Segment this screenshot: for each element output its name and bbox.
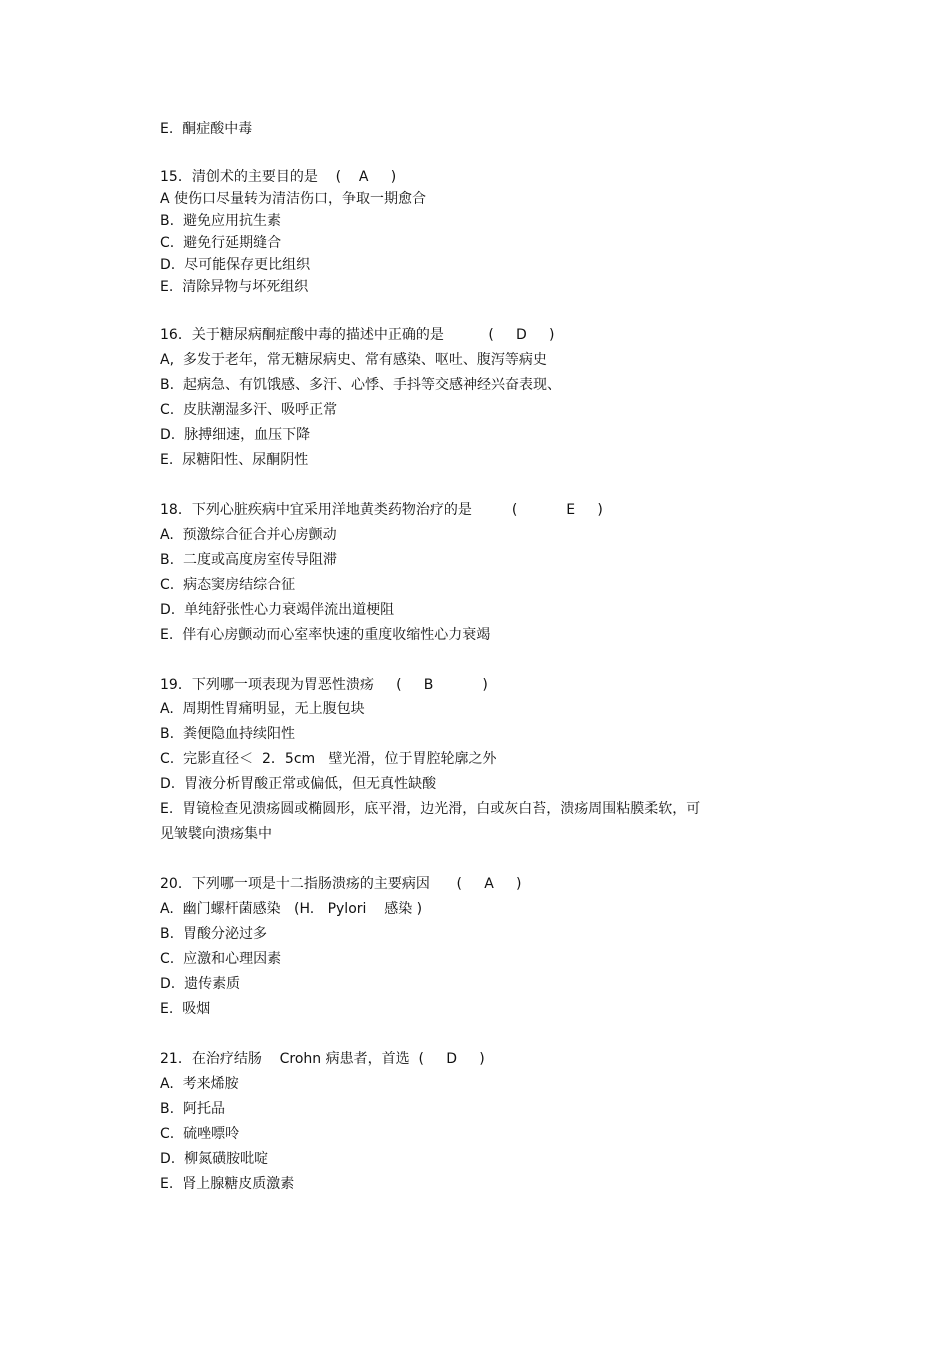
option-d: D. 遗传素质 <box>160 976 241 992</box>
option-c: C. 硫唑嘌呤 <box>160 1126 240 1142</box>
question-stem: 16．关于糖尿病酮症酸中毒的描述中正确的是 ( D ) <box>160 327 555 343</box>
question-stem: 18．下列心脏疾病中宜采用洋地黄类药物治疗的是 ( E ) <box>160 502 603 518</box>
question-stem: 15．清创术的主要目的是 ( A ) <box>160 169 397 185</box>
option-b: B. 起病急、有饥饿感、多汗、心悸、手抖等交感神经兴奋表现、 <box>160 377 561 393</box>
option-c: C. 病态窦房结综合征 <box>160 577 296 593</box>
option-c: C. 皮肤潮湿多汗、吸呼正常 <box>160 402 338 418</box>
option-e: E. 尿糖阳性、尿酮阴性 <box>160 452 309 468</box>
option-e: E. 清除异物与坏死组织 <box>160 279 309 295</box>
option-b: B. 阿托品 <box>160 1101 225 1117</box>
option-c: C. 应激和心理因素 <box>160 951 282 967</box>
option-e: E. 胃镜检查见溃疡圆或椭圆形，底平滑，边光滑，白或灰白苔，溃疡周围粘膜柔软，可 <box>160 801 701 817</box>
option-e: E. 伴有心房颤动而心室率快速的重度收缩性心力衰竭 <box>160 627 491 643</box>
option-e-continued: 见皱襞向溃疡集中 <box>160 826 272 842</box>
option-d: D. 单纯舒张性心力衰竭伴流出道梗阻 <box>160 602 395 618</box>
option-e: E. 肾上腺糖皮质激素 <box>160 1176 295 1192</box>
option-b: B. 胃酸分泌过多 <box>160 926 267 942</box>
option-b: B. 二度或高度房室传导阻滞 <box>160 552 337 568</box>
option-a: A. 幽门螺杆菌感染 (H. Pylori 感染 ) <box>160 901 423 917</box>
option-a: A. 预激综合征合并心房颤动 <box>160 527 337 543</box>
option-b: B. 避免应用抗生素 <box>160 213 281 229</box>
option-b: B. 粪便隐血持续阳性 <box>160 726 295 742</box>
option-a: A 使伤口尽量转为清洁伤口，争取一期愈合 <box>160 191 427 207</box>
prev-question-option-e: E. 酮症酸中毒 <box>160 121 253 137</box>
option-a: A. 周期性胃痛明显，无上腹包块 <box>160 701 365 717</box>
question-stem: 21．在治疗结肠 Crohn 病患者，首选 ( D ) <box>160 1051 485 1067</box>
option-c: C. 完影直径＜ 2．5cm 壁光滑，位于胃腔轮廓之外 <box>160 751 497 767</box>
option-a: A, 多发于老年，常无糖尿病史、常有感染、呕吐、腹泻等病史 <box>160 352 547 368</box>
option-d: D. 尽可能保存更比组织 <box>160 257 311 273</box>
option-c: C. 避免行延期缝合 <box>160 235 282 251</box>
question-stem: 20．下列哪一项是十二指肠溃疡的主要病因 ( A ) <box>160 876 522 892</box>
option-e: E. 吸烟 <box>160 1001 211 1017</box>
option-d: D. 胃液分析胃酸正常或偏低，但无真性缺酸 <box>160 776 437 792</box>
question-stem: 19．下列哪一项表现为胃恶性溃疡 ( B ) <box>160 677 488 693</box>
option-a: A. 考来烯胺 <box>160 1076 239 1092</box>
option-d: D. 柳氮磺胺吡啶 <box>160 1151 269 1167</box>
option-d: D. 脉搏细速，血压下降 <box>160 427 311 443</box>
